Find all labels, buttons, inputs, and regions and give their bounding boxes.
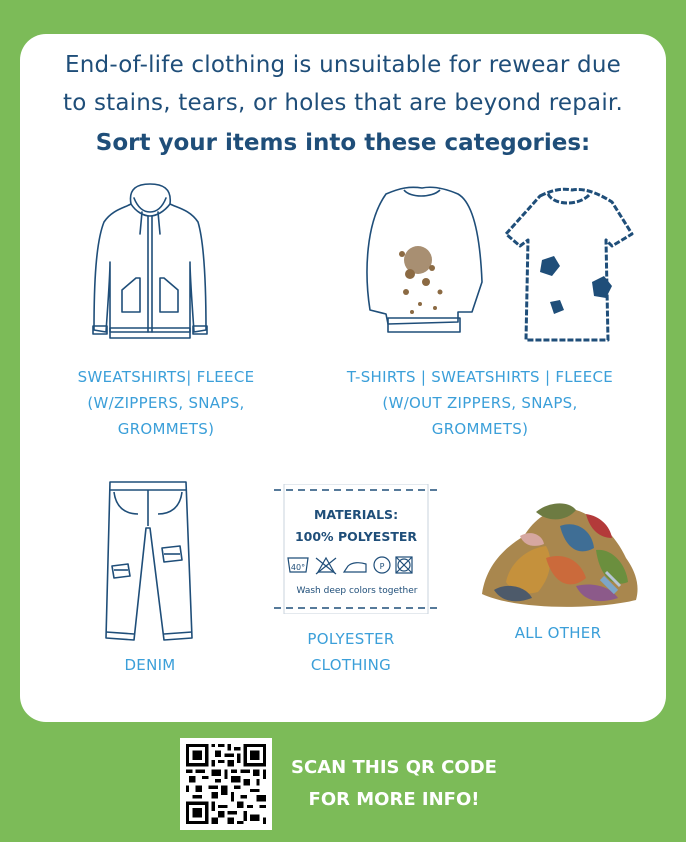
content-card xyxy=(20,34,666,722)
stained-tshirt-icon xyxy=(340,182,636,350)
qr-call-to-action xyxy=(280,752,508,816)
clothes-pile-icon xyxy=(476,486,642,610)
tag-title-polyester: 100% POLYESTER xyxy=(294,529,418,544)
page-heading: Sort your items into these categories: xyxy=(95,130,591,156)
dryclean-label: P xyxy=(379,562,385,571)
cta-line-1: SCAN THIS QR CODE xyxy=(291,757,497,778)
intro-line-2: to stains, tears, or holes that are beyond repair. xyxy=(62,90,623,116)
qr-code[interactable] xyxy=(180,738,272,830)
qr-code-icon xyxy=(186,744,266,824)
intro-text xyxy=(20,46,666,122)
tag-title-materials: MATERIALS: xyxy=(313,507,399,522)
ripped-jeans-icon xyxy=(100,478,196,648)
intro-line-1: End-of-life clothing is unsuitable for rewear due xyxy=(65,52,621,78)
cta-line-2: FOR MORE INFO! xyxy=(308,789,480,810)
hoodie-icon xyxy=(86,182,216,350)
category-label-tshirts-no-zippers: T-SHIRTS | SWEATSHIRTS | FLEECE (W/OUT ZIPPERS, SNAPS, GROMMETS) xyxy=(346,368,614,438)
category-label-denim: DENIM xyxy=(124,656,176,674)
tag-note: Wash deep colors together xyxy=(296,586,418,596)
category-label-polyester: POLYESTER CLOTHING xyxy=(307,630,395,674)
wash-temp-label: 40° xyxy=(290,563,306,572)
category-label-all-other: ALL OTHER xyxy=(514,624,602,642)
category-label-sweatshirts-zippers: SWEATSHIRTS| FLEECE (W/ZIPPERS, SNAPS, GROMMETS) xyxy=(77,368,255,438)
